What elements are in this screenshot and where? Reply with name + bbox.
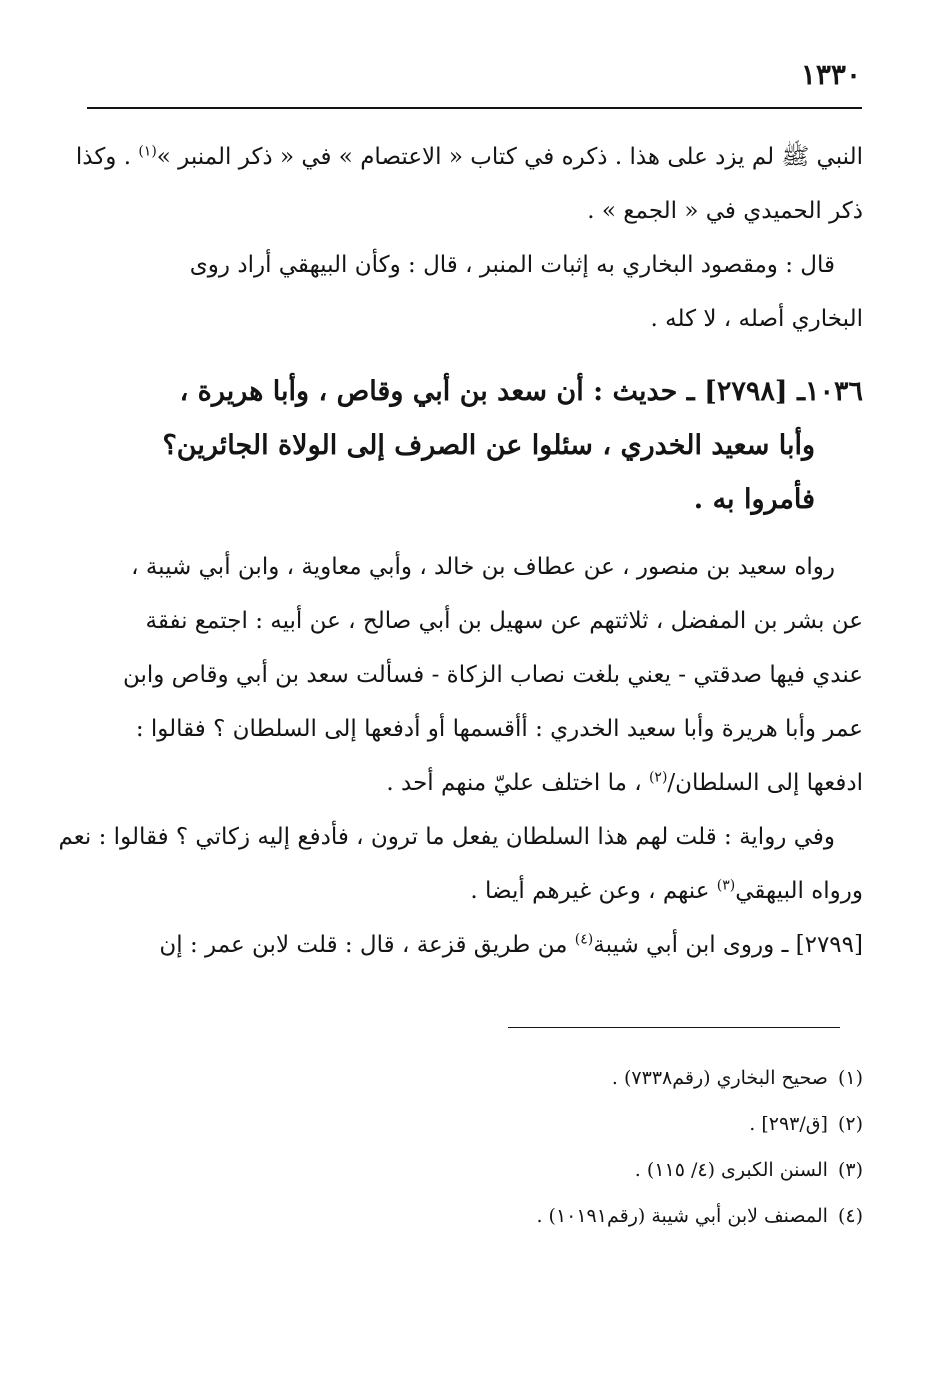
paragraph-5 [86, 918, 863, 972]
hadith-heading-line: فأمروا به . [693, 484, 815, 515]
text-segment: النبي ﷺ لم يزد على هذا . ذكره في كتاب « الاعتصام » في « ذكر المنبر » [156, 144, 863, 170]
footnote-number: (٣) [837, 1159, 863, 1181]
footnote-item [86, 1147, 863, 1193]
text-segment: . وكذا [75, 144, 139, 170]
main-text [58, 130, 863, 972]
text-line [75, 130, 863, 184]
text-segment: ادفعها إلى السلطان/ [667, 770, 863, 796]
paragraph-4 [58, 810, 863, 918]
text-line [86, 864, 863, 918]
paragraph-3 [86, 540, 863, 810]
hadith-heading [86, 360, 863, 522]
footnote-text: السنن الكبرى (٤/ ١١٥) . [634, 1159, 828, 1181]
header-rule [87, 107, 862, 109]
footnote-item [86, 1055, 863, 1101]
footnote-number: (٢) [837, 1113, 863, 1135]
footnote-item [86, 1101, 863, 1147]
text-line: عمر وأبا هريرة وأبا سعيد الخدري : أأقسمها أو أدفعها إلى السلطان ؟ فقالوا : [135, 716, 863, 742]
footnote-number: (٤) [837, 1205, 863, 1227]
hadith-heading-line: ١٠٣٦ـ [٢٧٩٨] ـ حديث : أن سعد بن أبي وقاص ، وأبا هريرة ، [179, 376, 863, 407]
footnote-item [86, 1193, 863, 1239]
paragraph-2 [86, 238, 863, 346]
text-segment: عنهم ، وعن غيرهم أيضا . [470, 878, 717, 904]
text-line: وفي رواية : قلت لهم هذا السلطان يفعل ما ترون ، فأدفع إليه زكاتي ؟ فقالوا : نعم [58, 824, 835, 850]
paragraph-1 [75, 130, 863, 238]
text-line [86, 756, 863, 810]
text-segment: [٢٧٩٩] ـ وروى ابن أبي شيبة [593, 932, 863, 958]
footnote-ref[interactable]: (٢) [648, 769, 668, 786]
text-line: عندي فيها صدقتي - يعني بلغت نصاب الزكاة - فسألت سعد بن أبي وقاص وابن [122, 662, 863, 688]
footnote-ref[interactable]: (٣) [716, 877, 736, 894]
text-line: رواه سعيد بن منصور ، عن عطاف بن خالد ، وأبي معاوية ، وابن أبي شيبة ، [131, 554, 835, 580]
text-line: البخاري أصله ، لا كله . [650, 306, 863, 332]
hadith-heading-line: وأبا سعيد الخدري ، سئلوا عن الصرف إلى الولاة الجائرين؟ [162, 430, 815, 461]
text-segment: من طريق قزعة ، قال : قلت لابن عمر : إن [159, 932, 575, 958]
text-line: عن بشر بن المفضل ، ثلاثتهم عن سهيل بن أبي صالح ، عن أبيه : اجتمع نفقة [145, 608, 863, 634]
text-segment: ، ما اختلف عليّ منهم أحد . [386, 770, 649, 796]
footnotes [86, 1055, 863, 1239]
footnote-text: [ق/٢٩٣] . [749, 1113, 828, 1135]
footnote-text: المصنف لابن أبي شيبة (رقم١٠١٩١) . [536, 1205, 828, 1227]
footnote-ref[interactable]: (٤) [574, 931, 594, 948]
text-line [86, 918, 863, 972]
footnote-text: صحيح البخاري (رقم٧٣٣٨) . [611, 1067, 828, 1089]
text-line: ذكر الحميدي في « الجمع » . [587, 198, 863, 224]
footnote-separator [508, 1027, 840, 1028]
text-segment: ورواه البيهقي [735, 878, 863, 904]
footnote-number: (١) [837, 1067, 863, 1089]
footnote-ref[interactable]: (١) [138, 143, 157, 160]
page-number: ١٣٣٠ [800, 58, 861, 91]
text-line: قال : ومقصود البخاري به إثبات المنبر ، قال : وكأن البيهقي أراد روى [189, 252, 835, 278]
